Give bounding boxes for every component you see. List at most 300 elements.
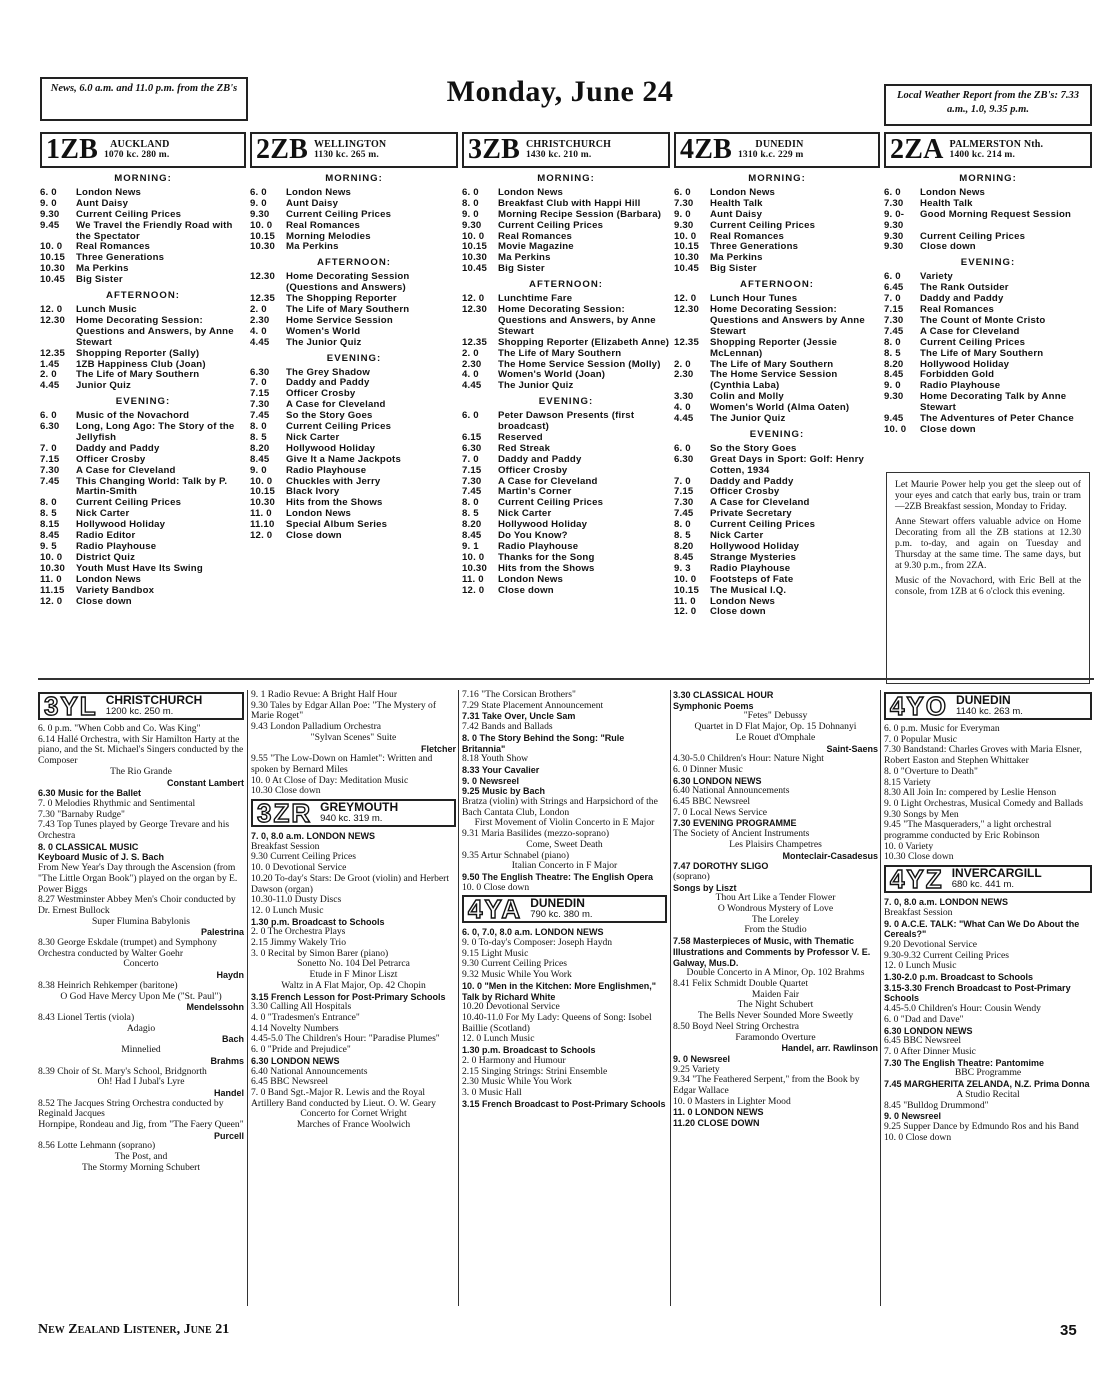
programme-time: 8. 5: [884, 347, 901, 359]
programme-line: 8.27 Westminster Abbey Men's Choir conducted by Dr. Ernest Bullock: [38, 894, 236, 916]
programme-item: [674, 607, 880, 618]
programme-item: [250, 232, 458, 243]
station-info: [314, 139, 386, 161]
programme-time: 7.45: [250, 410, 270, 422]
programme-line: 7.16 "The Corsican Brothers": [462, 689, 576, 700]
programme-line: Songs by Liszt: [673, 882, 737, 893]
programme-line: 3. 0 Music Hall: [462, 1086, 522, 1098]
programme-line: The Stormy Morning Schubert: [81, 1161, 201, 1173]
programme-line: 8.18 Youth Show: [462, 753, 529, 765]
programme-line: 7.31 Take Over, Uncle Sam: [462, 711, 576, 722]
programme-title: Big Sister: [498, 263, 545, 275]
programme-time: 10. 0: [40, 551, 63, 563]
footer-publication: New Zealand Listener, June 21: [38, 1322, 230, 1337]
programme-line: 6.45 BBC Newsreel: [673, 796, 751, 808]
programme-time: 7.15: [884, 303, 904, 315]
programme-title: Home Service Session: [286, 314, 393, 326]
programme-time: 12. 0: [250, 530, 273, 542]
programme-title: Nick Carter: [498, 508, 552, 520]
programme-line: Haydn: [216, 970, 244, 981]
programme-line: 2.30 Music While You Work: [462, 1076, 572, 1088]
station-call-sign: 2ZA: [890, 134, 944, 165]
section-heading: MORNING:: [114, 173, 172, 184]
programme-item: [250, 210, 458, 221]
programme-time: 7. 0: [40, 442, 57, 454]
programme-title: The Musical I.Q.: [710, 584, 787, 596]
programme-line: 7.30 "Barnaby Rudge": [38, 808, 125, 820]
programme-title: A Case for Cleveland: [920, 325, 1020, 337]
programme-line: Oh! Had I Jubal's Lyre: [97, 1076, 185, 1088]
programme-title: The Life of Mary Southern: [286, 303, 410, 315]
programme-time: 7. 0: [674, 475, 691, 487]
programme-title: Real Romances: [920, 303, 995, 315]
programme-line: Super Flumina Babylonis: [91, 915, 191, 927]
programme-time: 6. 0: [674, 186, 691, 198]
programme-item: [40, 422, 246, 444]
station-city: AUCKLAND: [110, 139, 170, 150]
section-divider: [38, 678, 1094, 680]
programme-title: Officer Crosby: [76, 453, 146, 465]
station-logo-ya: [462, 895, 667, 923]
station-header: [40, 132, 246, 168]
programme-line: 9.30 Tales by Edgar Allan Poe: "The Mystery of Marie Roget": [251, 699, 437, 722]
programme-line: 9. 1 Radio Revue: A Bright Half Hour: [251, 689, 398, 700]
programme-item: [462, 433, 670, 444]
programme-item: [40, 381, 246, 392]
programme-item: [462, 210, 670, 221]
programme-item: [674, 264, 880, 275]
programme-time: 7.45: [674, 508, 694, 520]
programme-time: 12. 0: [674, 606, 697, 618]
programme-item: [674, 575, 880, 586]
section-heading: MORNING:: [325, 173, 383, 184]
programme-item: [462, 221, 670, 232]
programme-line: O Wondrous Mystery of Love: [717, 903, 834, 915]
programme-line: 6. 0 p.m. Music for Everyman: [884, 723, 1000, 734]
programme-time: 4.45: [40, 380, 60, 392]
programme-time: 7.30: [250, 399, 270, 411]
programme-item: [462, 564, 670, 575]
programme-line: 9.35 Artur Schnabel (piano): [462, 849, 570, 861]
programme-item: [462, 264, 670, 275]
programme-line: 7. 0 After Dinner Music: [884, 1045, 976, 1057]
programme-time: 9.30: [462, 219, 482, 231]
programme-line: 7.30 Bandstand: Charles Groves with Maria Elsner, Robert Easton and Stephen Whittaker: [884, 744, 1082, 767]
programme-title: Hollywood Holiday: [710, 541, 800, 552]
notice-paragraph: Let Maurie Power help you get the sleep out of your eyes and catch that early bus, train or tram—2ZB Breakfast session, Monday to Friday.: [895, 479, 1081, 512]
programme-line: Sonetto No. 104 Del Petrarca: [297, 958, 410, 970]
programme-time: 8.45: [250, 453, 270, 465]
programme-title: Long, Long Ago: The Story of the Jellyfish: [76, 421, 235, 443]
programme-time: 7.30: [674, 497, 694, 509]
programme-title: Current Ceiling Prices: [498, 497, 604, 509]
programme-line: 12. 0 Lunch Music: [462, 1033, 535, 1045]
programme-line: 7.30 The English Theatre: Pantomime: [884, 1057, 1045, 1068]
programme-title: Close down: [920, 423, 976, 435]
programme-item: [250, 498, 458, 509]
programme-title: Lunchtime Fare: [498, 293, 573, 305]
station-info: [956, 694, 1023, 718]
programme-line: Thou Art Like a Tender Flower: [715, 892, 836, 904]
programme-time: 9. 0: [250, 197, 267, 209]
station-header: [250, 132, 458, 168]
programme-line: 8.15 Variety: [884, 776, 931, 788]
programme-title: Breakfast Club with Happi Hill: [498, 197, 641, 209]
programme-item: [40, 466, 246, 477]
programme-title: London News: [710, 595, 776, 607]
programme-title: Thanks for the Song: [498, 551, 595, 563]
programme-line: Breakfast Session: [884, 906, 953, 918]
programme-line: 9.15 Light Music: [462, 947, 529, 959]
section-heading: EVENING:: [115, 396, 171, 408]
programme-line: 8.43 Lionel Tertis (viola): [38, 1011, 135, 1023]
programme-time: 7.30: [674, 197, 694, 209]
programme-title: Martin's Corner: [498, 486, 572, 498]
programme-item: [462, 586, 670, 597]
programme-title: Music of the Novachord: [76, 410, 190, 422]
station-column-2zb: [250, 132, 458, 542]
programme-line: 3.30 Calling All Hospitals: [251, 1001, 352, 1013]
programme-title: Nick Carter: [76, 508, 130, 520]
programme-line: 10. 0 Close down: [884, 1131, 952, 1143]
programme-line: 9. 0 Newsreel: [462, 775, 520, 786]
programme-title: Special Album Series: [286, 519, 388, 531]
station-frequency: 1070 kc. 280 m.: [103, 150, 170, 160]
programme-time: 8.45: [884, 369, 904, 381]
programme-line: Etude in F Minor Liszt: [309, 969, 398, 981]
programme-line: 7. 0, 8.0 a.m. LONDON NEWS: [251, 831, 376, 842]
programme-line: The Society of Ancient Instruments: [673, 828, 810, 840]
programme-time: 10.45: [462, 263, 488, 275]
programme-time: 6.30: [462, 442, 482, 454]
programme-item: [40, 597, 246, 608]
programme-time: 10.30: [674, 252, 700, 264]
column-4ya-evening: [673, 690, 878, 1129]
programme-item: [674, 370, 880, 392]
programme-title: The Home Service Session (Molly): [498, 358, 661, 370]
programme-title: Women's World: [286, 325, 361, 337]
programme-line: 9.45 "The Masqueraders," a light orchestral programme conducted by Eric Robinson: [884, 819, 1052, 842]
programme-title: Ma Perkins: [498, 252, 551, 264]
programme-time: 9.30: [674, 219, 694, 231]
programme-line: 12. 0 Lunch Music: [251, 904, 324, 916]
station-info: [526, 139, 611, 161]
programme-time: 10. 0: [462, 230, 485, 242]
programme-line: 7.42 Bands and Ballads: [462, 721, 553, 733]
programme-title: Officer Crosby: [286, 388, 356, 400]
programme-time: 8. 5: [674, 530, 691, 542]
programme-time: 10. 0: [250, 475, 273, 487]
station-call-sign: 4YZ: [890, 863, 944, 894]
programme-line: The Post, and: [114, 1151, 168, 1163]
programme-line: 7. 0 Local News Service: [673, 806, 768, 818]
programme-line: Double Concerto in A Minor, Op. 102 Brahms: [686, 967, 865, 979]
programme-title: The Rank Outsider: [920, 282, 1009, 294]
programme-line: 4. 0 "Tradesmen's Entrance": [251, 1011, 360, 1023]
programme-line: 8. 0 "Overture to Death": [884, 765, 978, 777]
programme-title: Current Ceiling Prices: [76, 497, 182, 509]
programme-time: 9. 0: [250, 464, 267, 476]
station-logo-yz: [884, 865, 1092, 893]
programme-item: [40, 188, 246, 199]
programme-title: London News: [76, 573, 142, 585]
programme-item: [884, 425, 1092, 436]
station-call-sign: 2ZB: [256, 134, 308, 165]
programme-time: 7.30: [462, 475, 482, 487]
programme-line: 8.52 The Jacques String Orchestra conducted by Reginald Jacques: [38, 1097, 224, 1120]
column-divider: [247, 690, 248, 1306]
programme-time: 8.45: [40, 530, 60, 542]
programme-time: 7.15: [674, 486, 694, 498]
programme-time: 10.15: [250, 486, 276, 498]
programme-title: Close down: [498, 584, 554, 596]
programme-line: Symphonic Poems: [673, 700, 754, 711]
programme-line: Palestrina: [200, 927, 244, 938]
programme-line: 8.41 Felix Schmidt Double Quartet: [673, 977, 809, 989]
programme-item: [250, 242, 458, 253]
programme-time: 9. 0: [40, 197, 57, 209]
programme-time: 9. 3: [674, 562, 691, 574]
programme-title: Shopping Reporter (Sally): [76, 347, 200, 359]
programme-line: 7. 0 Melodies Rhythmic and Sentimental: [38, 797, 196, 809]
programme-item: [250, 477, 458, 488]
station-city: DUNEDIN: [530, 896, 585, 911]
programme-line: 1.30-2.0 p.m. Broadcast to Schools: [884, 972, 1034, 983]
programme-title: Variety: [920, 271, 953, 283]
programme-time: 10.30: [40, 562, 66, 574]
programme-time: 6. 0: [40, 186, 57, 198]
programme-line: 11. 0 LONDON NEWS: [673, 1107, 764, 1118]
programme-time: 12.30: [462, 303, 488, 315]
programme-line: Minnelied: [121, 1044, 161, 1056]
programme-title: London News: [286, 508, 352, 520]
station-call-sign: 3YL: [44, 690, 98, 721]
programme-title: London News: [498, 573, 564, 585]
programme-time: 10.30: [250, 241, 276, 253]
programme-line: 9.55 "The Low-Down on Hamlet": Written and spoken by Bernard Miles: [251, 753, 433, 775]
programme-line: 6. 0 Dinner Music: [673, 763, 743, 775]
programme-line: 10. 0 Variety: [884, 840, 934, 852]
programme-time: 12. 0: [674, 293, 697, 305]
programme-title: Radio Playhouse: [920, 380, 1001, 392]
programme-title: The Adventures of Peter Chance: [920, 413, 1074, 425]
programme-line: 9.31 Maria Basilides (mezzo-soprano): [462, 828, 610, 840]
programme-time: 10. 0: [674, 230, 697, 242]
programme-title: Big Sister: [76, 274, 123, 286]
programme-title: Real Romances: [286, 219, 361, 231]
programme-time: 12. 0: [462, 293, 485, 305]
programme-title: Home Decorating Session (Questions and Answers): [286, 271, 410, 294]
programme-title: Current Ceiling Prices: [710, 219, 816, 231]
programme-title: Movie Magazine: [498, 241, 574, 253]
programme-time: 7.15: [250, 388, 270, 400]
programme-item: [462, 381, 670, 392]
column-divider: [670, 690, 671, 1306]
programme-line: 8.45 "Bulldog Drummond": [884, 1099, 989, 1111]
programme-line: 6.45 BBC Newsreel: [251, 1076, 329, 1088]
programme-item: [674, 242, 880, 253]
programme-line: 7.30 EVENING PROGRAMME: [673, 818, 797, 829]
programme-time: 7.15: [40, 453, 60, 465]
programme-item: [250, 466, 458, 477]
programme-time: 2.30: [462, 358, 482, 370]
programme-title: Variety Bandbox: [76, 584, 155, 596]
weather-report-note: Local Weather Report from the ZB's: 7.33 a.m., 1.0, 9.35 p.m.: [884, 84, 1092, 126]
programme-time: 8. 0: [884, 336, 901, 348]
station-column-1zb: [40, 132, 246, 607]
programme-line: 7.29 State Placement Announcement: [462, 699, 604, 711]
programme-line: 7.58 Masterpieces of Music, with Thematic Illustrations and Comments by Professor V. E. Galway, Mus.D.: [673, 936, 871, 968]
programme-line: Brahms: [210, 1055, 244, 1066]
programme-item: [250, 221, 458, 232]
programme-title: 1ZB Happiness Club (Joan): [76, 358, 206, 370]
programme-line: 9.43 London Palladium Orchestra: [251, 721, 382, 733]
programme-item: [674, 188, 880, 199]
programme-item: [250, 422, 458, 433]
station-frequency: 1200 kc. 250 m.: [105, 706, 174, 717]
programme-line: 9. 0 To-day's Composer: Joseph Haydn: [462, 937, 613, 949]
programme-time: 10. 0: [674, 573, 697, 585]
programme-time: 8.20: [250, 442, 270, 454]
programme-time: 6.30: [674, 453, 694, 465]
programme-title: Red Streak: [498, 442, 551, 454]
programme-time: 12. 0: [40, 595, 63, 607]
programme-item: [884, 232, 1092, 243]
programme-item: [884, 338, 1092, 349]
programme-title: London News: [710, 186, 776, 198]
programme-time: 10.30: [462, 252, 488, 264]
programme-line: 7. 0, 8.0 a.m. LONDON NEWS: [884, 897, 1009, 908]
programme-time: 7.30: [884, 314, 904, 326]
programme-line: 6.30 LONDON NEWS: [884, 1025, 973, 1036]
programme-time: 8. 0: [674, 519, 691, 531]
programme-item: [674, 586, 880, 597]
programme-time: 6. 0: [462, 410, 479, 422]
programme-line: Waltz in A Flat Major, Op. 42 Chopin: [281, 979, 426, 991]
programme-time: 8.20: [884, 358, 904, 370]
column-4yo-4yz: [884, 690, 1092, 1143]
programme-title: Close down: [76, 595, 132, 607]
programme-line: 8.56 Lotte Lehmann (soprano): [38, 1140, 156, 1152]
programme-title: Radio Editor: [76, 530, 136, 542]
programme-line: 10. 0 At Close of Day: Meditation Music: [251, 774, 409, 786]
station-frequency: 790 kc. 380 m.: [530, 909, 593, 921]
programme-title: Aunt Daisy: [76, 197, 129, 209]
programme-time: 12.35: [250, 293, 276, 305]
programme-line: Come, Sweet Death: [526, 838, 603, 850]
station-call-sign: 3ZB: [468, 134, 520, 165]
programme-item: [40, 264, 246, 275]
station-city: WELLINGTON: [313, 139, 387, 150]
programme-time: 8. 0: [40, 497, 57, 509]
programme-title: London News: [920, 186, 986, 198]
programme-line: 9.30-9.32 Current Ceiling Prices: [884, 949, 1009, 961]
programme-title: Daddy and Paddy: [498, 453, 582, 465]
programme-title: Morning Melodies: [286, 230, 371, 242]
programme-line: 10. 0 Close down: [462, 881, 530, 893]
station-call-sign: 4YO: [890, 690, 949, 721]
programme-title: The Life of Mary Southern: [498, 347, 622, 359]
programme-line: A Studio Recital: [956, 1088, 1020, 1100]
section-heading: AFTERNOON:: [106, 290, 180, 302]
programme-time: 9. 0: [462, 208, 479, 220]
programme-title: Current Ceiling Prices: [76, 208, 182, 220]
programme-time: 11. 0: [674, 595, 696, 607]
station-logo-yl: [38, 692, 244, 720]
station-call-sign: 4YA: [468, 894, 523, 924]
programme-item: [674, 210, 880, 221]
programme-line: 10. 0 "Men in the Kitchen: More Englishmen," Talk by Richard White: [462, 980, 657, 1002]
column-4ya: [462, 690, 667, 1109]
programme-item: [462, 338, 670, 349]
programme-time: 8. 5: [40, 508, 57, 520]
programme-line: 4.45-5.0 Children's Hour: Cousin Wendy: [884, 1003, 1041, 1015]
programme-line: From the Studio: [744, 924, 807, 936]
programme-title: Aunt Daisy: [710, 208, 763, 220]
programme-title: The Grey Shadow: [286, 366, 371, 378]
programme-line: 9.32 Music While You Work: [462, 969, 572, 981]
programme-line: BBC Programme: [954, 1067, 1022, 1079]
column-3zr: [251, 690, 456, 1131]
programme-title: Radio Playhouse: [286, 464, 367, 476]
programme-title: Three Generations: [76, 252, 165, 264]
programme-item: [884, 349, 1092, 360]
programme-item: [674, 597, 880, 608]
programme-time: 9. 0-9.30: [884, 208, 905, 231]
programme-title: Ma Perkins: [710, 252, 763, 264]
programme-item: [674, 305, 880, 338]
programme-time: 6. 0: [884, 186, 901, 198]
programme-line: (soprano): [673, 870, 710, 882]
station-frequency: 1130 kc. 265 m.: [313, 150, 379, 160]
programme-time: 11. 0: [462, 573, 484, 585]
programme-line: 10. 0 Masters in Lighter Mood: [673, 1095, 791, 1107]
programme-line: 10.20 To-day's Stars: De Groot (violin) and Herbert Dawson (organ): [251, 872, 450, 895]
programme-time: 7.45: [884, 325, 904, 337]
column-divider: [880, 690, 881, 1306]
programme-line: Mendelssohn: [186, 1002, 244, 1013]
programme-title: Women's World (Alma Oaten): [710, 402, 850, 414]
programme-time: 4. 0: [250, 325, 267, 337]
programme-title: Big Sister: [710, 263, 757, 275]
programme-time: 12.35: [40, 347, 66, 359]
programme-line: 4.14 Novelty Numbers: [251, 1022, 339, 1034]
programme-line: 3.30 CLASSICAL HOUR: [673, 690, 774, 700]
programme-line: O God Have Mercy Upon Me ("St. Paul"): [60, 990, 222, 1002]
programme-time: 6.45: [884, 282, 904, 294]
station-city: INVERCARGILL: [951, 866, 1042, 881]
programme-line: 8.38 Heinrich Rehkemper (baritone): [38, 979, 178, 991]
programme-title: Youth Must Have Its Swing: [76, 562, 203, 574]
programme-title: London News: [286, 186, 352, 198]
page-number: 35: [1060, 1322, 1077, 1339]
programme-line: 3.15-3.30 French Broadcast to Post-Primary Schools: [884, 982, 1071, 1004]
programme-title: A Case for Cleveland: [710, 497, 810, 509]
programme-title: Daddy and Paddy: [710, 475, 794, 487]
programme-line: Maiden Fair: [751, 988, 800, 1000]
programme-item: [674, 199, 880, 210]
programme-title: The Home Service Session (Cynthia Laba): [710, 369, 838, 392]
programme-line: 9.34 "The Feathered Serpent," from the Book by Edgar Wallace: [673, 1074, 860, 1097]
section-heading: AFTERNOON:: [529, 279, 603, 291]
station-city: DUNEDIN: [755, 139, 804, 150]
programme-title: Daddy and Paddy: [920, 293, 1004, 305]
programme-time: 6.15: [462, 431, 482, 443]
programme-line: Bratza (violin) with Strings and Harpsichord of the Bach Cantata Club, London: [462, 796, 658, 818]
programme-title: Officer Crosby: [498, 464, 568, 476]
programme-line: 9. 0 A.C.E. TALK: "What Can We Do About the Cereals?": [884, 918, 1080, 940]
station-city: GREYMOUTH: [320, 800, 399, 815]
